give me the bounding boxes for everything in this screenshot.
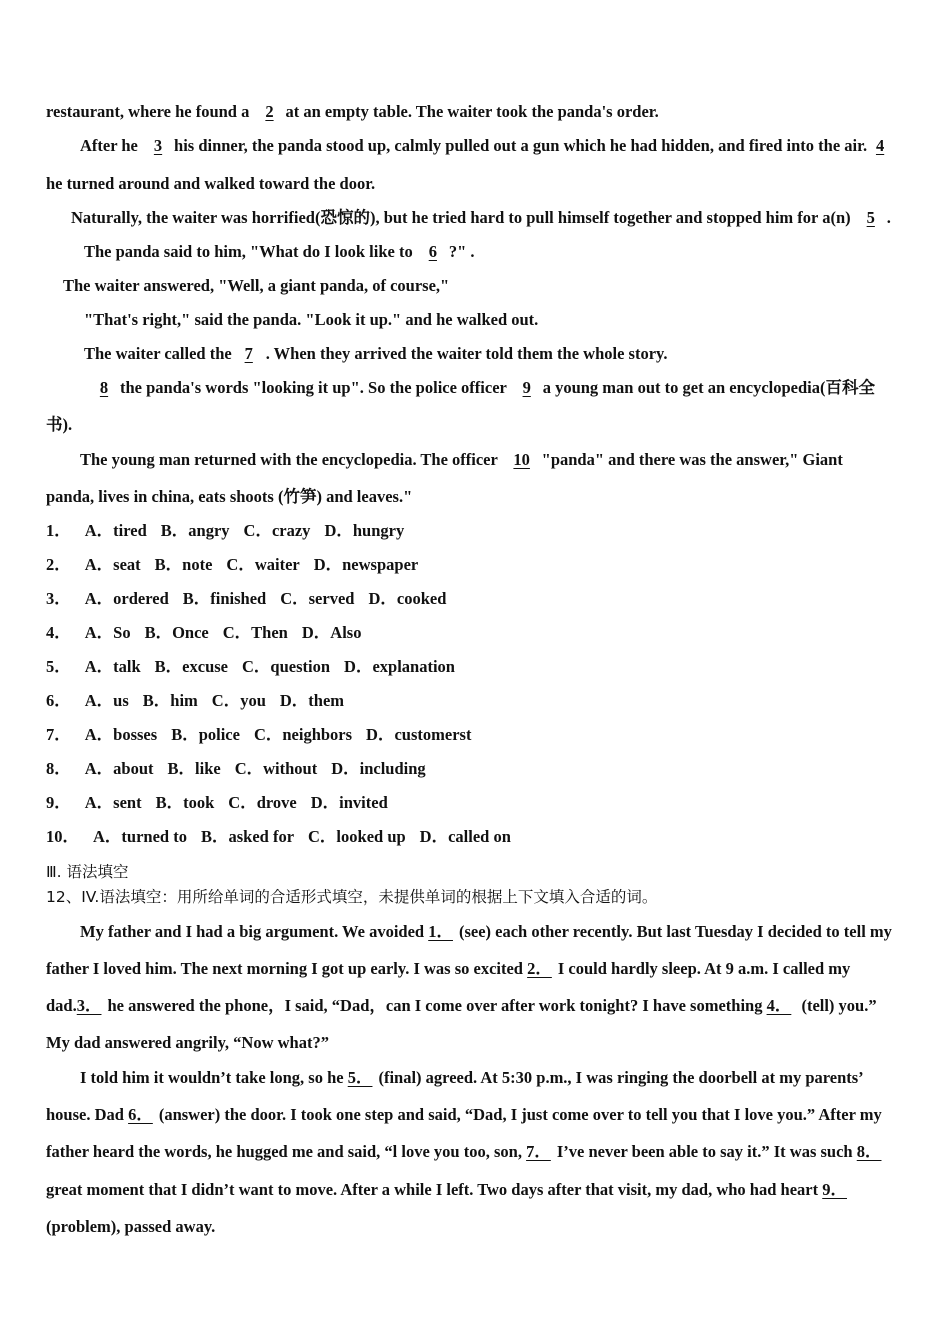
blank-7: 7． (526, 1142, 551, 1161)
passage-line-9 (88, 378, 910, 398)
option-d[interactable]: D．including (331, 759, 426, 778)
blank-3: 3 (153, 136, 163, 155)
passage-text: Naturally, the waiter was horrified(恐惊的), but he tried hard to pull himself together and stopped him for a(n) (71, 208, 855, 227)
question-number: 2． (46, 555, 71, 574)
option-b[interactable]: B．him (142, 691, 198, 710)
option-c[interactable]: C．waiter (226, 555, 300, 574)
question-number: 3． (46, 589, 71, 608)
blank-4: 4． (766, 996, 792, 1015)
passage-text: The waiter called the (84, 344, 232, 363)
passage-text: great moment that I didn’t want to move. After a while I left. Two days after that visit, my dad, who had heart (46, 1180, 823, 1199)
question-number: 9． (46, 793, 71, 812)
question-2 (46, 555, 910, 575)
passage-text: (tell) you.” (797, 996, 877, 1015)
question-3 (46, 589, 910, 609)
blank-3: 3． (76, 996, 102, 1015)
blank-5: 5 (866, 208, 875, 227)
option-a[interactable]: A．sent (84, 793, 142, 812)
passage-text: . When they arrived the waiter told them the whole story. (265, 344, 668, 363)
passage-text: the panda's words "looking it up". So the police officer (120, 378, 511, 397)
question-8 (46, 759, 910, 779)
blank-9: 9． (822, 1180, 847, 1199)
option-b[interactable]: B．asked for (200, 827, 295, 846)
grammar-line-3 (46, 996, 910, 1016)
grammar-line-6 (46, 1105, 910, 1125)
question-12-title (46, 887, 910, 907)
question-instructions: IV.语法填空：用所给单词的合适形式填空，未提供单词的根据上下文填入合适的词。 (81, 888, 658, 906)
question-number: 1． (46, 521, 71, 540)
blank-8: 8 (99, 378, 109, 397)
blank-6: 6． (128, 1105, 153, 1124)
option-c[interactable]: C．looked up (308, 827, 406, 846)
question-number: 5． (46, 657, 71, 676)
passage-text: (final) agreed. At 5:30 p.m., I was ringing the doorbell at my parents’ (378, 1068, 864, 1087)
blank-7: 7 (244, 344, 253, 363)
option-d[interactable]: D．cooked (368, 589, 447, 608)
passage-text: he answered the phone，I said, “Dad，can I come over after work tonight? I have something (107, 996, 767, 1015)
passage-line-4 (71, 208, 910, 228)
passage-text: father I loved him. The next morning I got up early. I was so excited (46, 959, 528, 978)
option-a[interactable]: A．us (84, 691, 129, 710)
passage-text: The young man returned with the encyclopedia. The officer (80, 450, 502, 469)
option-c[interactable]: C．crazy (243, 521, 311, 540)
question-6 (46, 691, 910, 711)
blank-1: 1． (428, 922, 453, 941)
option-c[interactable]: C．served (280, 589, 355, 608)
passage-text: I’ve never been able to say it.” It was such (556, 1142, 857, 1161)
option-b[interactable]: B．took (155, 793, 215, 812)
question-5 (46, 657, 910, 677)
passage-text: dad. (46, 996, 77, 1015)
grammar-line-9: (problem), passed away. (46, 1217, 216, 1236)
passage-text: . (886, 208, 891, 227)
passage-text: (answer) the door. I took one step and said, “Dad, I just come over to tell you that I love you.” After my (158, 1105, 882, 1124)
option-a[interactable]: A．about (84, 759, 154, 778)
question-1 (46, 521, 910, 541)
question-9 (46, 793, 910, 813)
option-d[interactable]: D．hungry (324, 521, 405, 540)
option-b[interactable]: B．police (171, 725, 240, 744)
option-b[interactable]: B．like (167, 759, 221, 778)
blank-9: 9 (522, 378, 531, 397)
passage-text: restaurant, where he found a (46, 102, 254, 121)
option-d[interactable]: D．customerst (366, 725, 472, 744)
question-4 (46, 623, 910, 643)
question-number: 7． (46, 725, 71, 744)
option-c[interactable]: C．Then (222, 623, 288, 642)
passage-line-10: 书). (46, 415, 73, 434)
option-a[interactable]: A．talk (84, 657, 141, 676)
option-b[interactable]: B．Once (144, 623, 209, 642)
grammar-line-2 (46, 959, 910, 979)
blank-2: 2 (265, 102, 274, 121)
option-b[interactable]: B．note (154, 555, 213, 574)
passage-line-8 (84, 344, 910, 364)
option-d[interactable]: D．invited (310, 793, 388, 812)
passage-text: The panda said to him, "What do I look like to (84, 242, 417, 261)
passage-text: house. Dad (46, 1105, 129, 1124)
blank-4: 4 (875, 136, 885, 155)
passage-text: I could hardly sleep. At 9 a.m. I called my (557, 959, 851, 978)
question-number: 6． (46, 691, 71, 710)
option-d[interactable]: D．Also (301, 623, 362, 642)
passage-text: After he (80, 136, 143, 155)
grammar-line-5 (80, 1068, 910, 1088)
passage-line-1 (46, 102, 910, 122)
passage-line-2 (80, 136, 910, 156)
section-heading: Ⅲ. 语法填空 (46, 863, 129, 881)
passage-text: "panda" and there was the answer," Giant (541, 450, 843, 469)
passage-line-11 (80, 450, 910, 470)
blank-8: 8． (856, 1142, 882, 1161)
passage-text: at an empty table. The waiter took the panda's order. (285, 102, 659, 121)
passage-text: (see) each other recently. But last Tuesday I decided to tell my (458, 922, 892, 941)
grammar-line-4: My dad answered angrily, “Now what?” (46, 1033, 329, 1052)
passage-text: I told him it wouldn’t take long, so he (80, 1068, 348, 1087)
grammar-line-7 (46, 1142, 910, 1162)
option-c[interactable]: C．question (242, 657, 331, 676)
passage-text: father heard the words, he hugged me and said, “l love you too, son, (46, 1142, 527, 1161)
blank-6: 6 (428, 242, 437, 261)
option-b[interactable]: B．excuse (154, 657, 228, 676)
option-d[interactable]: D．explanation (344, 657, 455, 676)
blank-2: 2． (527, 959, 552, 978)
option-a[interactable]: A．ordered (84, 589, 169, 608)
passage-line-6: The waiter answered, "Well, a giant panda, of course," (63, 276, 450, 295)
option-c[interactable]: C．you (211, 691, 266, 710)
grammar-line-8 (46, 1180, 910, 1200)
question-7 (46, 725, 910, 745)
passage-text: his dinner, the panda stood up, calmly pulled out a gun which he had hidden, and fired into the air. (174, 136, 868, 155)
passage-line-7: "That's right," said the panda. "Look it up." and he walked out. (84, 310, 539, 329)
question-number: 8． (46, 759, 71, 778)
option-c[interactable]: C．without (234, 759, 318, 778)
passage-line-5 (84, 242, 910, 262)
option-a[interactable]: A．seat (84, 555, 141, 574)
option-c[interactable]: C．drove (228, 793, 297, 812)
question-10 (46, 827, 910, 847)
option-b[interactable]: B．angry (160, 521, 230, 540)
option-d[interactable]: D．called on (419, 827, 511, 846)
question-number: 10． (46, 827, 79, 846)
option-c[interactable]: C．neighbors (253, 725, 353, 744)
passage-line-3: he turned around and walked toward the door. (46, 174, 376, 193)
option-a[interactable]: A．tired (84, 521, 147, 540)
passage-line-12: panda, lives in china, eats shoots (竹笋) and leaves." (46, 487, 413, 506)
passage-text: My father and I had a big argument. We avoided (80, 922, 429, 941)
option-a[interactable]: A．So (84, 623, 131, 642)
option-d[interactable]: D．newspaper (313, 555, 419, 574)
passage-text: a young man out to get an encyclopedia(百科全 (542, 378, 875, 397)
passage-text: ?" . (448, 242, 475, 261)
blank-5: 5． (347, 1068, 373, 1087)
question-number: 4． (46, 623, 71, 642)
option-b[interactable]: B．finished (182, 589, 267, 608)
option-d[interactable]: D．them (279, 691, 345, 710)
grammar-line-1 (80, 922, 910, 942)
question-number: 12、 (46, 888, 82, 906)
option-a[interactable]: A．turned to (93, 827, 187, 846)
blank-10: 10 (513, 450, 530, 469)
option-a[interactable]: A．bosses (84, 725, 158, 744)
